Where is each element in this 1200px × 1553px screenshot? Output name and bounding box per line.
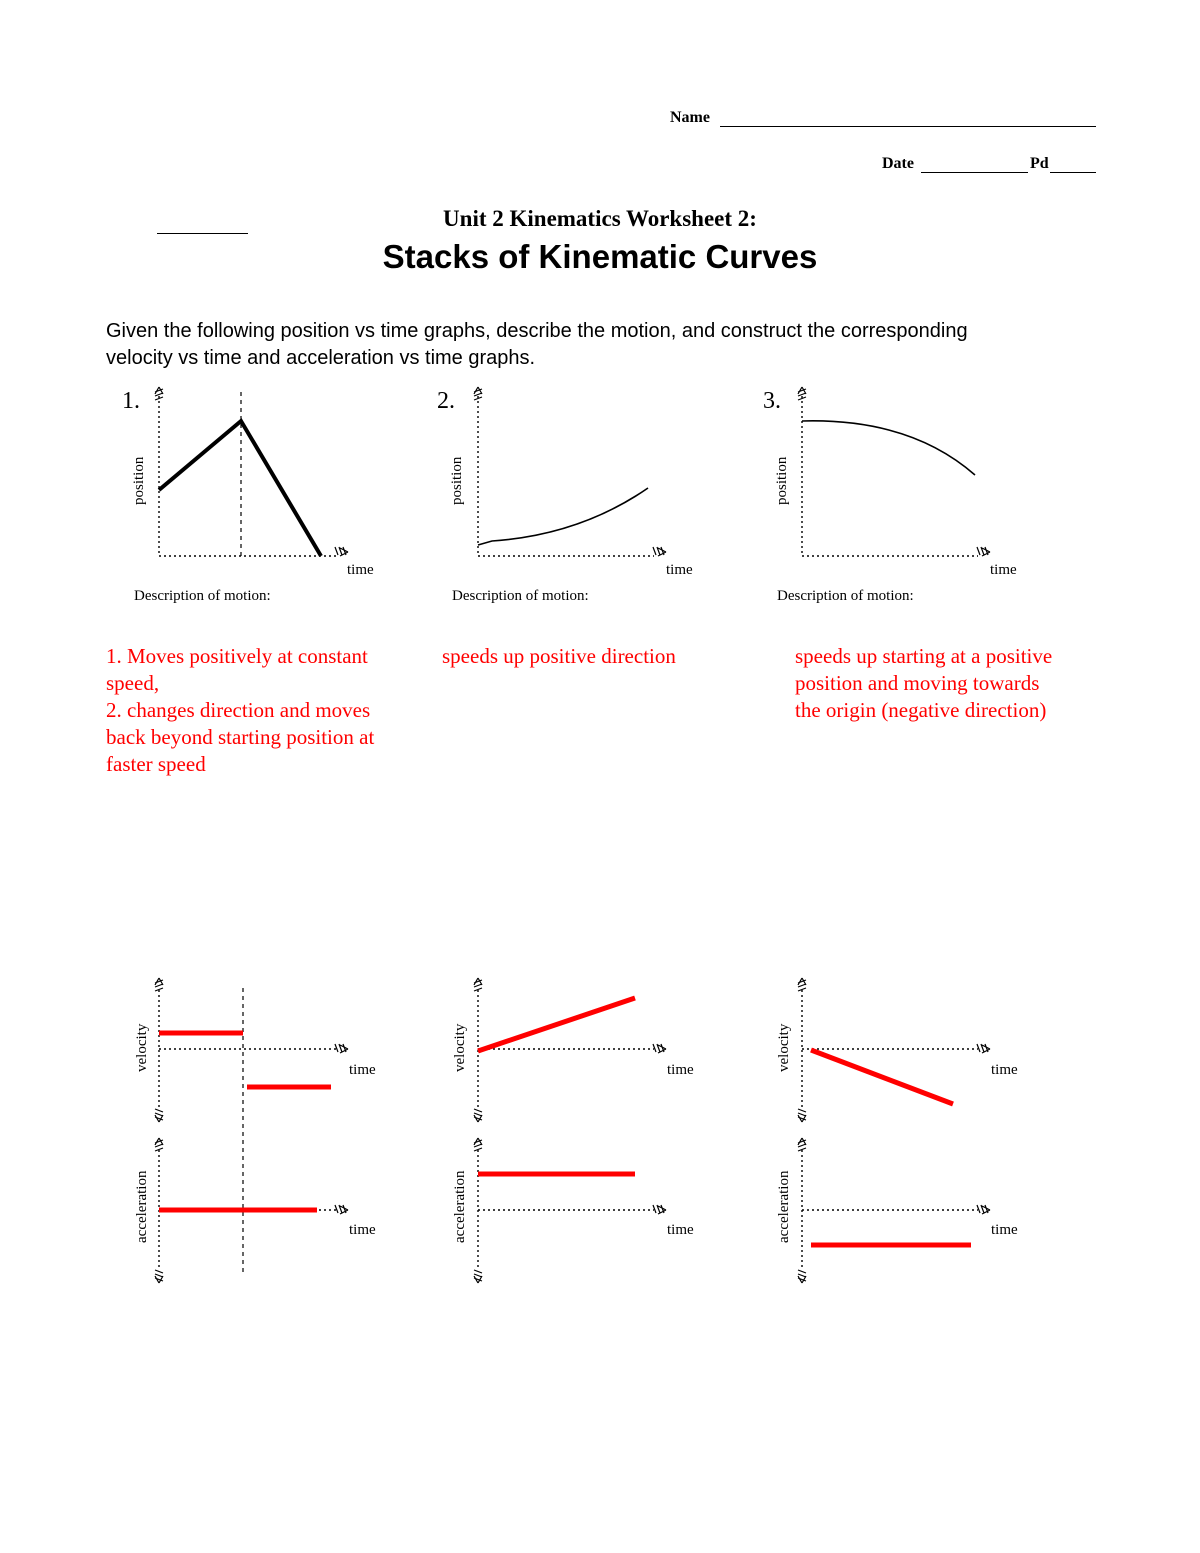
axis-arrow-icon [335, 1044, 348, 1053]
name-label: Name [670, 109, 710, 126]
axis-arrow-icon [653, 1044, 666, 1053]
axis-arrow-icon [977, 1205, 990, 1214]
answer-1-line: back beyond starting position at [106, 725, 375, 749]
time-axis-label: time [667, 1062, 694, 1078]
axis-arrow-icon [155, 1109, 163, 1122]
velocity-axis-label: velocity [776, 1023, 792, 1072]
axis-arrow-icon [798, 1138, 806, 1151]
position-axis-label: position [449, 456, 465, 505]
motion-graphs-1 [134, 978, 376, 1283]
axis-arrow-icon [798, 387, 806, 400]
time-axis-label: time [990, 562, 1017, 578]
acceleration-axis-label: acceleration [452, 1170, 468, 1243]
velocity-answer-line [478, 998, 635, 1051]
axis-arrow-icon [977, 547, 990, 556]
pd-label: Pd [1030, 155, 1049, 172]
axis-arrow-icon [474, 978, 482, 991]
time-axis-label: time [991, 1222, 1018, 1238]
answer-1-line: 2. changes direction and moves [106, 698, 371, 722]
answer-2-line: speeds up positive direction [442, 644, 676, 668]
axis-arrow-icon [653, 1205, 666, 1214]
acceleration-axis-label: acceleration [134, 1170, 150, 1243]
description-label: Description of motion: [134, 588, 271, 604]
velocity-axis-label: velocity [452, 1023, 468, 1072]
worksheet-title: Unit 2 Kinematics Worksheet 2: [443, 206, 757, 231]
axis-arrow-icon [474, 1138, 482, 1151]
position-curve-1 [159, 421, 321, 556]
time-axis-label: time [667, 1222, 694, 1238]
axis-arrow-icon [335, 1205, 348, 1214]
time-axis-label: time [666, 562, 693, 578]
velocity-axis-label: velocity [134, 1023, 150, 1072]
problem-number-3: 3. [763, 388, 781, 414]
worksheet-subtitle: Stacks of Kinematic Curves [382, 238, 818, 275]
axis-arrow-icon [798, 978, 806, 991]
position-axis-label: position [774, 456, 790, 505]
answer-1-line: 1. Moves positively at constant [106, 644, 368, 668]
axis-arrow-icon [155, 978, 163, 991]
axis-arrow-icon [474, 1109, 482, 1122]
axis-arrow-icon [155, 1270, 163, 1283]
axis-arrow-icon [653, 547, 666, 556]
time-axis-label: time [991, 1062, 1018, 1078]
date-label: Date [882, 155, 914, 172]
axis-arrow-icon [474, 1270, 482, 1283]
position-graph-1 [122, 387, 374, 604]
problem-number-1: 1. [122, 388, 140, 414]
position-axis-label: position [131, 456, 147, 505]
axis-arrow-icon [798, 1109, 806, 1122]
axis-arrow-icon [155, 1138, 163, 1151]
axis-arrow-icon [335, 547, 348, 556]
description-label: Description of motion: [452, 588, 589, 604]
problem-number-2: 2. [437, 388, 455, 414]
position-curve-2 [478, 488, 648, 545]
motion-graphs-2 [452, 978, 694, 1283]
velocity-answer-line [811, 1050, 953, 1104]
answer-1-line: speed, [106, 671, 160, 695]
time-axis-label: time [347, 562, 374, 578]
answer-3-line: position and moving towards [795, 671, 1040, 695]
axis-arrow-icon [798, 1270, 806, 1283]
description-label: Description of motion: [777, 588, 914, 604]
position-graph-3 [763, 387, 1017, 604]
time-axis-label: time [349, 1062, 376, 1078]
answer-3-line: speeds up starting at a positive [795, 644, 1053, 668]
answer-1-line: faster speed [106, 752, 206, 776]
position-curve-3 [802, 421, 975, 475]
answer-3-line: the origin (negative direction) [795, 698, 1047, 722]
acceleration-axis-label: acceleration [776, 1170, 792, 1243]
position-graph-2 [437, 387, 693, 604]
motion-graphs-3 [776, 978, 1018, 1283]
time-axis-label: time [349, 1222, 376, 1238]
axis-arrow-icon [474, 387, 482, 400]
instructions: Given the following position vs time graphs, describe the motion, and construct the corresponding velocity vs time and acceleration vs time graphs. [106, 320, 968, 369]
axis-arrow-icon [977, 1044, 990, 1053]
axis-arrow-icon [155, 387, 163, 400]
